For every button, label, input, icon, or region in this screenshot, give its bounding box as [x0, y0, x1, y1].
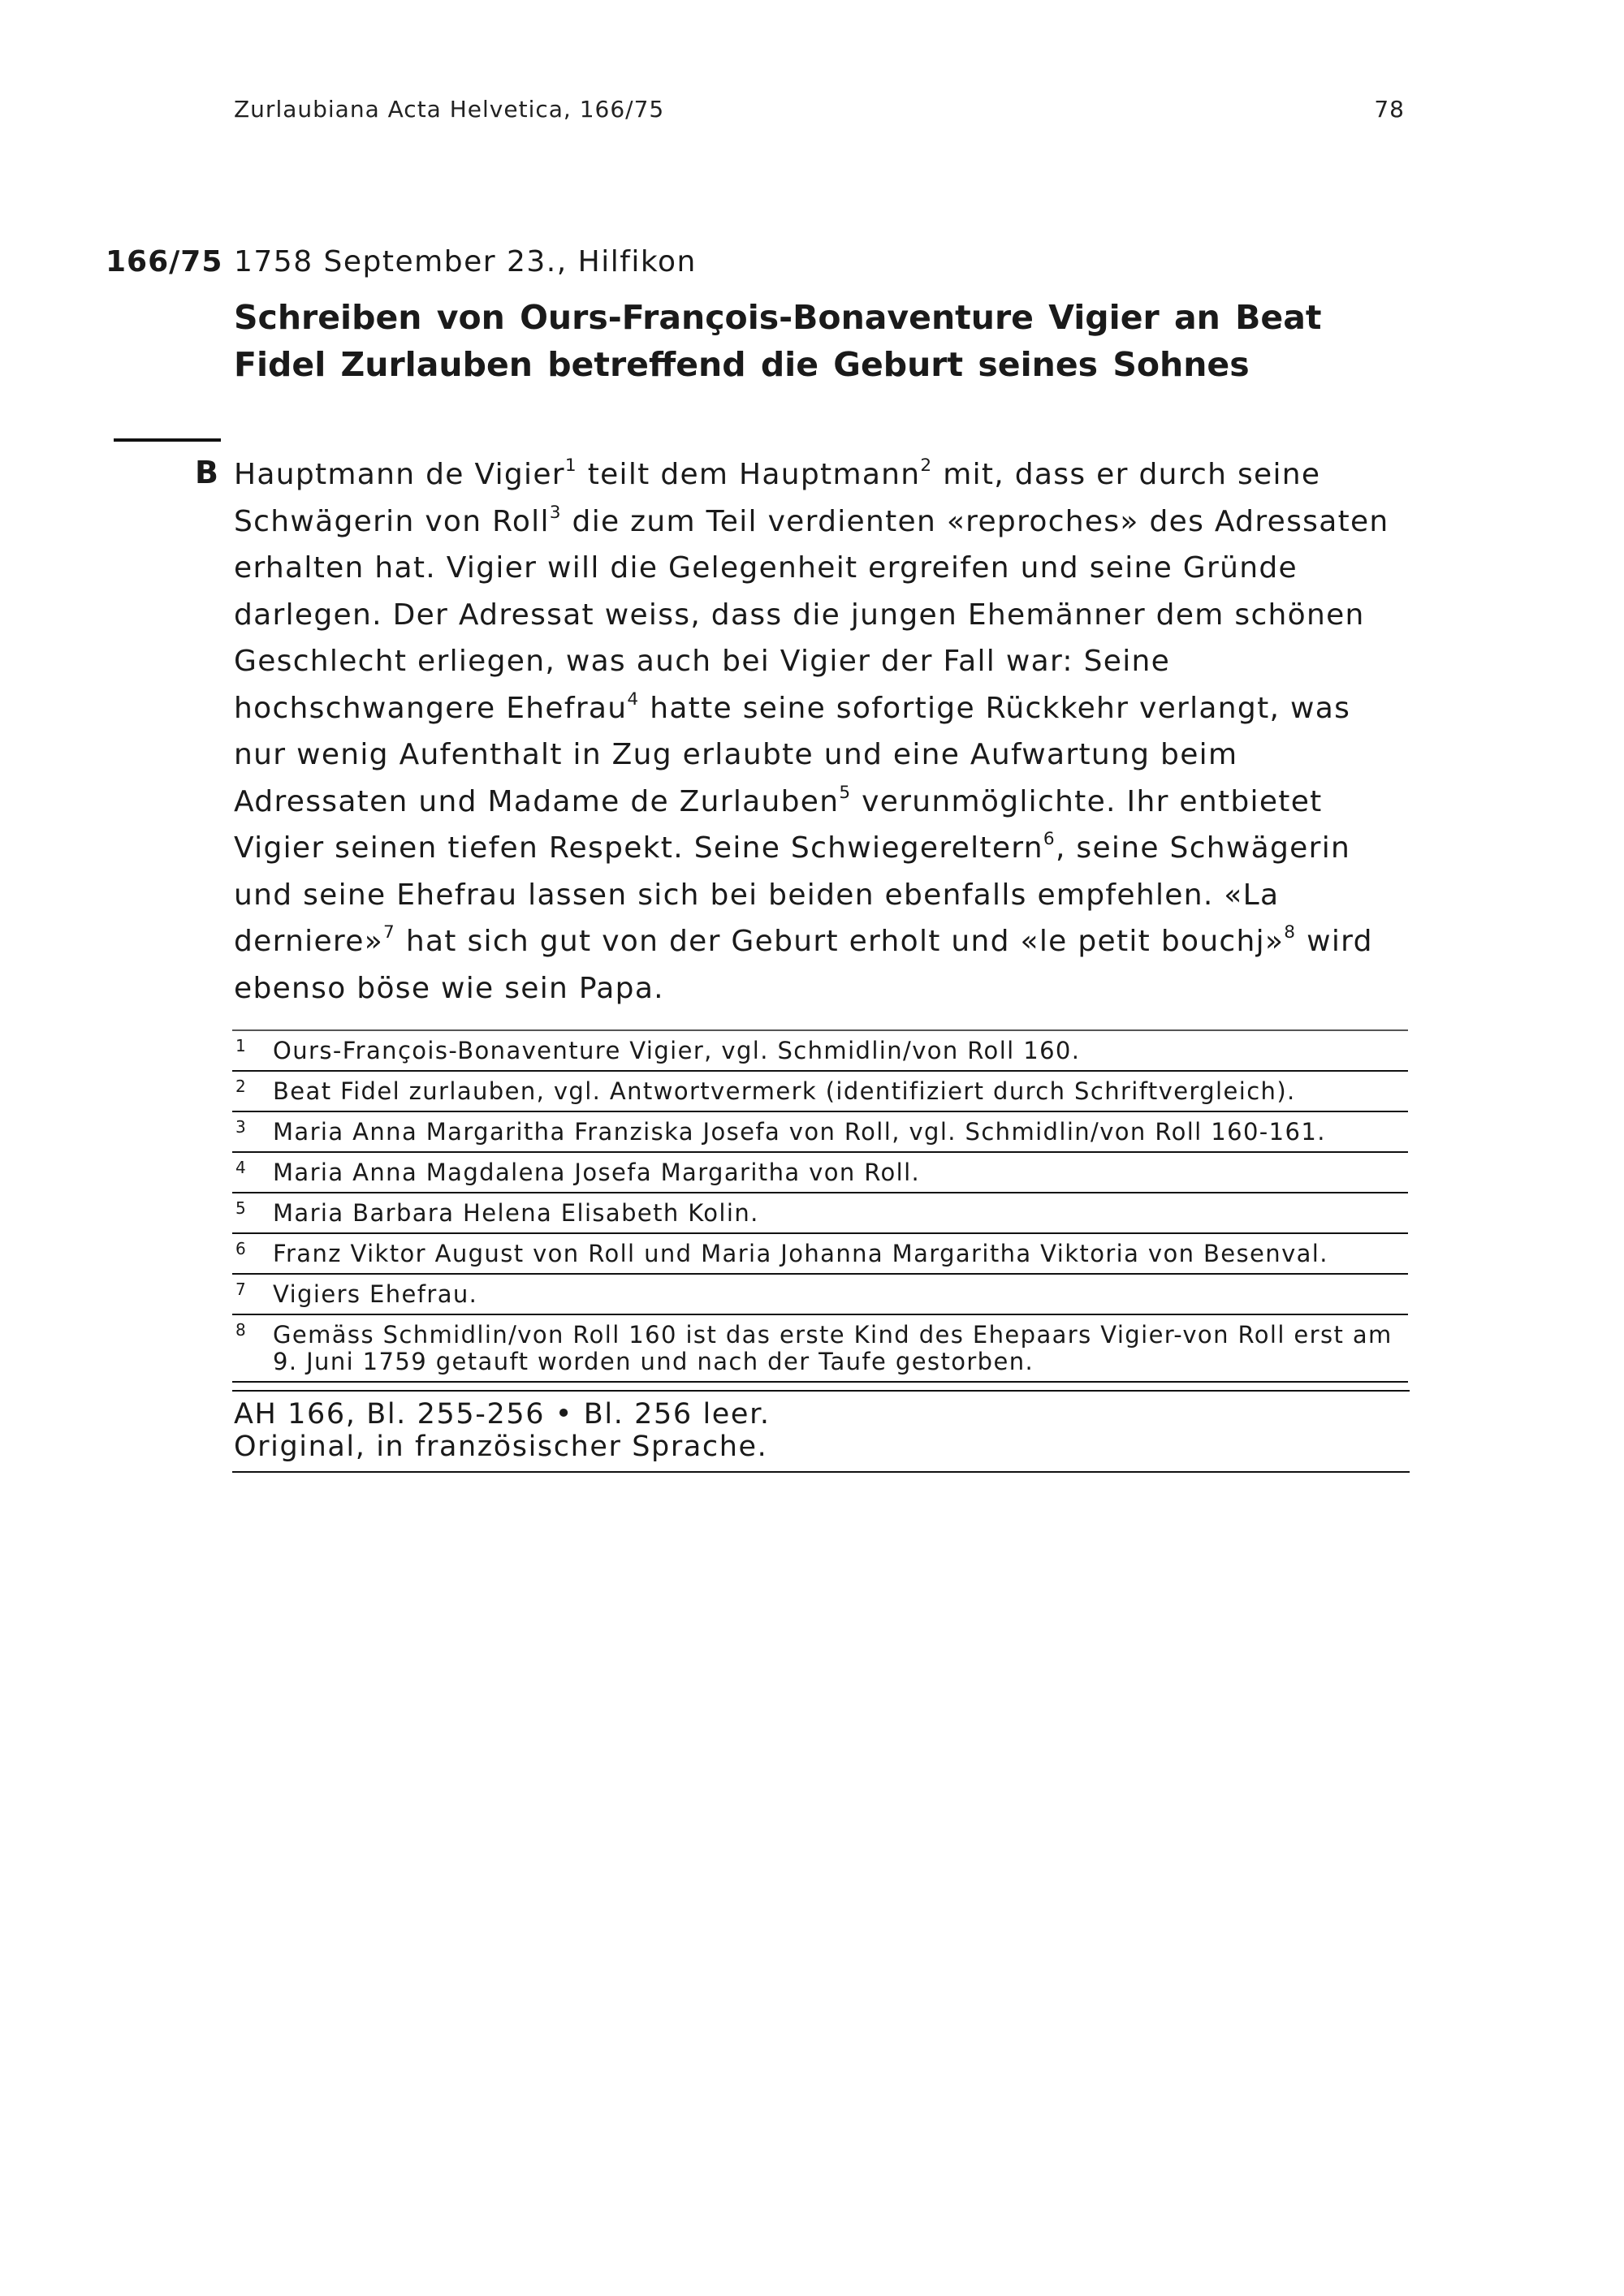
footnote-number: 1 — [235, 1036, 248, 1055]
footnote-number: 2 — [235, 1077, 248, 1096]
footnote — [232, 1234, 1408, 1275]
abstract-text: teilt dem Hauptmann — [577, 458, 921, 491]
footnote-text: Vigiers Ehefrau. — [273, 1280, 478, 1308]
abstract-text: verunmöglichte. Ihr entbietet Vigier seinen tiefen Respekt. Seine Schwiegereltern — [234, 784, 1323, 865]
footnote-number: 8 — [235, 1320, 248, 1340]
source-reference: AH 166, Bl. 255-256 • Bl. 256 leer. — [234, 1398, 771, 1431]
footnote-ref[interactable]: 6 — [1043, 828, 1056, 849]
footnote — [232, 1315, 1408, 1383]
footnote-ref[interactable]: 5 — [839, 782, 852, 803]
entry-title: Schreiben von Ours-François-Bonaventure Vigier an Beat Fidel Zurlauben betreffend die Geburt seines Sohnes — [234, 298, 1322, 384]
abstract-text: wird ebenso böse wie sein Papa. — [234, 925, 1373, 1005]
footnote — [232, 1031, 1408, 1072]
footnote-number: 4 — [235, 1158, 248, 1177]
source-description: Original, in französischer Sprache. — [234, 1431, 768, 1463]
source-note — [232, 1390, 1410, 1473]
abstract-text: Hauptmann de Vigier — [234, 458, 565, 491]
footnote-number: 5 — [235, 1198, 248, 1218]
footnote-ref[interactable]: 2 — [920, 455, 933, 476]
section-divider — [114, 438, 221, 442]
footnote-text: Maria Barbara Helena Elisabeth Kolin. — [273, 1199, 759, 1227]
footnote-ref[interactable]: 8 — [1284, 921, 1297, 943]
footnote-text: Franz Viktor August von Roll und Maria Johanna Margaritha Viktoria von Besenval. — [273, 1240, 1328, 1267]
entry-number: 166/75 — [106, 245, 223, 278]
footnote-ref[interactable]: 4 — [627, 688, 640, 710]
footnote — [232, 1153, 1408, 1193]
abstract — [234, 451, 1411, 1012]
abstract-text: , seine Schwägerin und seine Ehefrau lassen sich bei beiden ebenfalls empfehlen. «La derniere» — [234, 831, 1351, 958]
abstract-text: hatte seine sofortige Rückkehr verlangt, was nur wenig Aufenthalt in Zug erlaubte und eine Aufwartung beim Adressaten und Madame de Zurlauben — [234, 691, 1351, 818]
footnote-text: Ours-François-Bonaventure Vigier, vgl. Schmidlin/von Roll 160. — [273, 1037, 1081, 1064]
running-title: Zurlaubiana Acta Helvetica, 166/75 — [234, 96, 665, 123]
footnotes — [232, 1029, 1408, 1383]
footnote-text: Maria Anna Margaritha Franziska Josefa von Roll, vgl. Schmidlin/von Roll 160-161. — [273, 1118, 1326, 1146]
running-head — [234, 96, 1405, 123]
footnote — [232, 1072, 1408, 1112]
abstract-text: hat sich gut von der Geburt erholt und «le petit bouchj» — [395, 925, 1285, 958]
footnote-number: 6 — [235, 1239, 248, 1258]
footnote-number: 3 — [235, 1117, 248, 1137]
footnote — [232, 1193, 1408, 1234]
footnote-ref[interactable]: 3 — [549, 502, 562, 523]
footnote — [232, 1275, 1408, 1315]
footnote-text: Gemäss Schmidlin/von Roll 160 ist das erste Kind des Ehepaars Vigier-von Roll erst am 9. Juni 1759 getauft worden und nach der Taufe gestorben. — [273, 1321, 1393, 1375]
footnote — [232, 1112, 1408, 1153]
page-number: 78 — [1374, 96, 1405, 123]
abstract-text: die zum Teil verdienten «reproches» des Adressaten erhalten hat. Vigier will die Gelegenheit ergreifen und seine Gründe darlegen. Der Adressat weiss, dass die jungen Ehemänner dem schönen Geschlecht erliegen, was auch bei Vigier der Fall war: Seine hochschwangere Ehefrau — [234, 504, 1389, 725]
document-type-letter: B — [195, 455, 218, 490]
entry-date-place: 1758 September 23., Hilfikon — [234, 245, 697, 278]
footnote-ref[interactable]: 7 — [383, 921, 396, 943]
footnote-ref[interactable]: 1 — [564, 455, 577, 476]
footnote-text: Maria Anna Magdalena Josefa Margaritha von Roll. — [273, 1159, 921, 1186]
abstract-text: mit, dass er durch seine Schwägerin von Roll — [234, 458, 1321, 538]
footnote-number: 7 — [235, 1280, 248, 1299]
footnote-text: Beat Fidel zurlauben, vgl. Antwortvermerk (identifiziert durch Schriftvergleich). — [273, 1077, 1296, 1105]
